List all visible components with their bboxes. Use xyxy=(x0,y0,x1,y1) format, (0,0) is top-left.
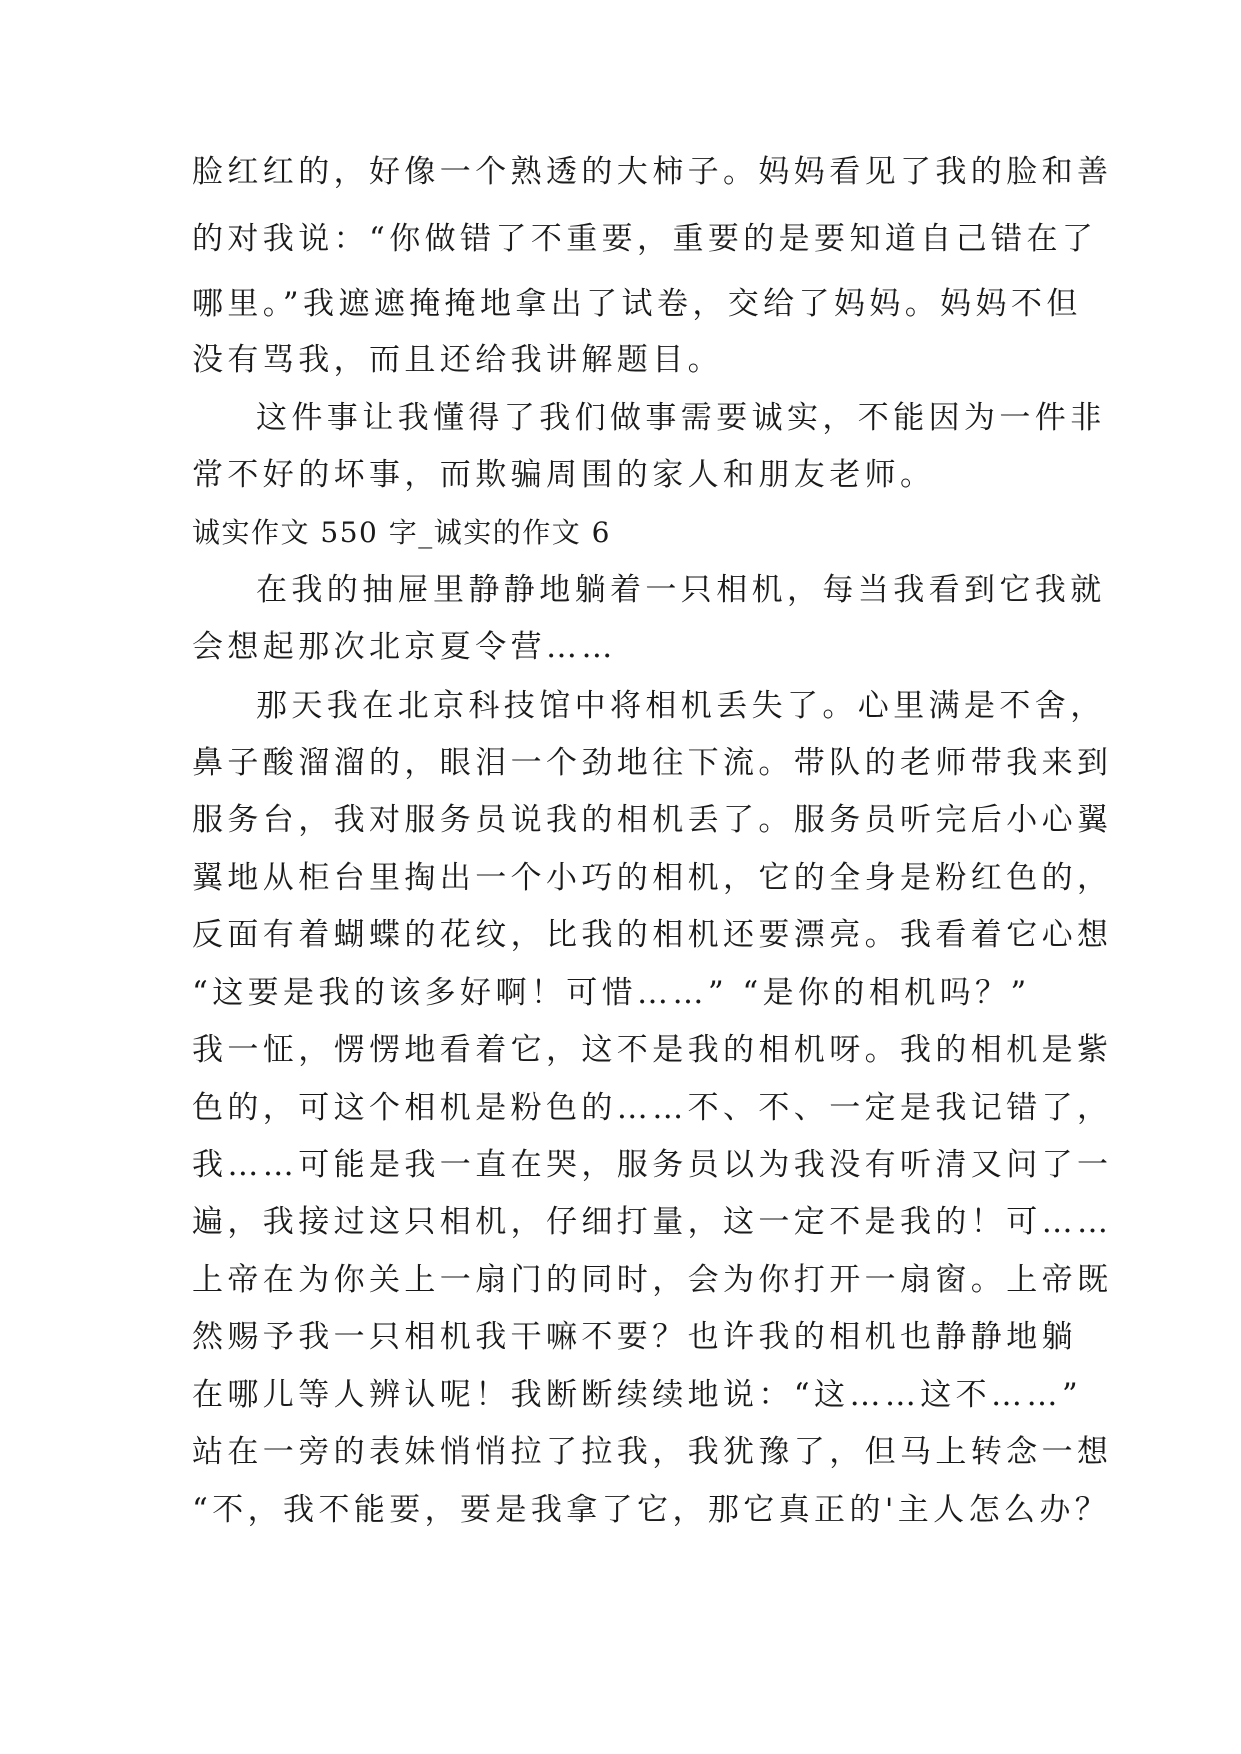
paragraph-line: 哪里。”我遮遮掩掩地拿出了试卷，交给了妈妈。妈妈不但 xyxy=(192,286,1082,322)
paragraph-line: 反面有着蝴蝶的花纹，比我的相机还要漂亮。我看着它心想 xyxy=(192,917,1113,953)
section-heading: 诚实作文 550 字_诚实的作文 6 xyxy=(192,516,611,549)
paragraph-line: 会想起那次北京夏令营…… xyxy=(192,629,617,665)
paragraph-line: 色的，可这个相机是粉色的……不、不、一定是我记错了， xyxy=(192,1090,1113,1126)
paragraph-line: 在哪儿等人辨认呢！我断断续续地说：“这……这不……” xyxy=(192,1377,1083,1413)
paragraph-line: 我……可能是我一直在哭，服务员以为我没有听清又问了一 xyxy=(192,1147,1113,1183)
paragraph-line: 没有骂我，而且还给我讲解题目。 xyxy=(192,342,723,378)
paragraph-line: 遍，我接过这只相机，仔细打量，这一定不是我的！可…… xyxy=(192,1204,1113,1240)
paragraph-line: 脸红红的，好像一个熟透的大柿子。妈妈看见了我的脸和善 xyxy=(192,154,1113,190)
paragraph-line: “这要是我的该多好啊！可惜……” “是你的相机吗？” xyxy=(192,975,1031,1011)
paragraph-line: 在我的抽屉里静静地躺着一只相机，每当我看到它我就 xyxy=(256,572,1106,608)
paragraph-line: “不，我不能要，要是我拿了它，那它真正的'主人怎么办？ xyxy=(192,1492,1111,1528)
paragraph-line: 常不好的坏事，而欺骗周围的家人和朋友老师。 xyxy=(192,457,936,493)
paragraph-line: 站在一旁的表妹悄悄拉了拉我，我犹豫了，但马上转念一想 xyxy=(192,1434,1113,1470)
paragraph-line: 翼地从柜台里掏出一个小巧的相机，它的全身是粉红色的， xyxy=(192,860,1113,896)
paragraph-line: 的对我说：“你做错了不重要，重要的是要知道自己错在了 xyxy=(192,221,1098,257)
paragraph-line: 鼻子酸溜溜的，眼泪一个劲地往下流。带队的老师带我来到 xyxy=(192,745,1113,781)
paragraph-line: 然赐予我一只相机我干嘛不要？也许我的相机也静静地躺 xyxy=(192,1319,1077,1355)
paragraph-line: 这件事让我懂得了我们做事需要诚实，不能因为一件非 xyxy=(256,400,1106,436)
paragraph-line: 服务台，我对服务员说我的相机丢了。服务员听完后小心翼 xyxy=(192,802,1113,838)
paragraph-line: 那天我在北京科技馆中将相机丢失了。心里满是不舍， xyxy=(256,688,1106,724)
paragraph-line: 我一怔，愣愣地看着它，这不是我的相机呀。我的相机是紫 xyxy=(192,1032,1113,1068)
paragraph-line: 上帝在为你关上一扇门的同时，会为你打开一扇窗。上帝既 xyxy=(192,1262,1113,1298)
